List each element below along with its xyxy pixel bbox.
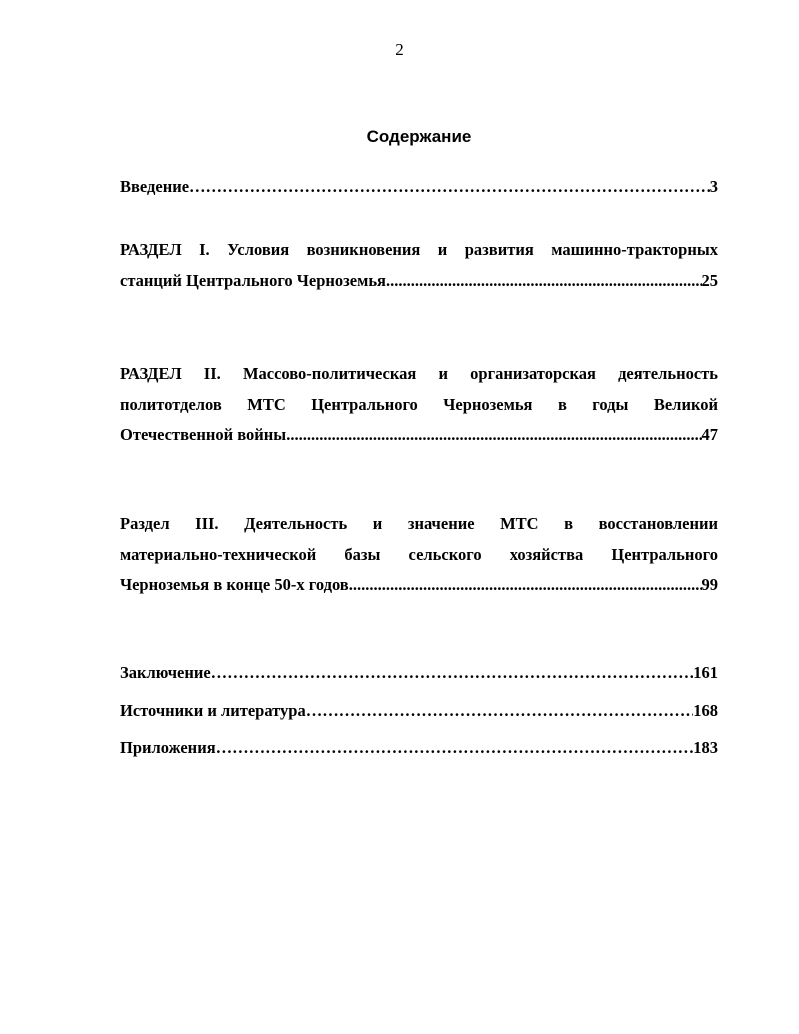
toc-entry-label: Приложения xyxy=(120,738,216,757)
toc-page-ref: 47 xyxy=(701,425,718,444)
toc-entry-text-line: Отечественной войны xyxy=(120,425,287,444)
toc-entry-text-line: станций Центрального Черноземья xyxy=(120,270,386,290)
dot-leader xyxy=(189,172,710,203)
toc-entry-text-line: РАЗДЕЛ II. Массово-политическая и организаторская деятельность xyxy=(120,364,718,383)
dot-leader xyxy=(349,570,702,601)
toc-entry-section-2 xyxy=(120,359,718,451)
toc-entry-conclusion xyxy=(120,658,718,689)
toc-entry-introduction xyxy=(120,172,718,203)
toc-entry-text-line: материально-технической базы сельского хозяйства Центрального xyxy=(120,544,718,564)
toc-entry-sources xyxy=(120,696,718,727)
toc-page-ref: 168 xyxy=(693,701,718,720)
page-title: Содержание xyxy=(366,127,472,146)
toc-entry-text-line: РАЗДЕЛ I. Условия возникновения и развития машинно-тракторных xyxy=(120,240,718,259)
dot-leader xyxy=(306,696,694,727)
toc-entry-label: Источники и литература xyxy=(120,701,306,720)
toc-entry-text-line: политотделов МТС Центрального Черноземья в годы Великой xyxy=(120,394,718,414)
toc-page-ref: 3 xyxy=(709,177,718,196)
toc-entry-appendices xyxy=(120,733,718,764)
toc-entry-label: Введение xyxy=(120,177,190,196)
dot-leader xyxy=(286,420,701,451)
toc-entry-section-1 xyxy=(120,235,718,296)
page-number: 2 xyxy=(395,40,404,59)
dot-leader xyxy=(211,658,694,689)
toc-page-ref: 161 xyxy=(693,663,718,682)
dot-leader xyxy=(386,266,702,297)
toc-page-ref: 183 xyxy=(693,738,718,757)
toc-page-ref: 99 xyxy=(701,575,718,594)
toc-entry-text-line: Черноземья в конце 50-х годов xyxy=(120,575,349,594)
toc-page-ref: 25 xyxy=(701,270,718,290)
toc-entry-section-3 xyxy=(120,509,718,601)
toc-entry-text-line: Раздел III. Деятельность и значение МТС в восстановлении xyxy=(120,514,718,533)
dot-leader xyxy=(216,733,694,764)
toc-entry-label: Заключение xyxy=(120,663,211,682)
